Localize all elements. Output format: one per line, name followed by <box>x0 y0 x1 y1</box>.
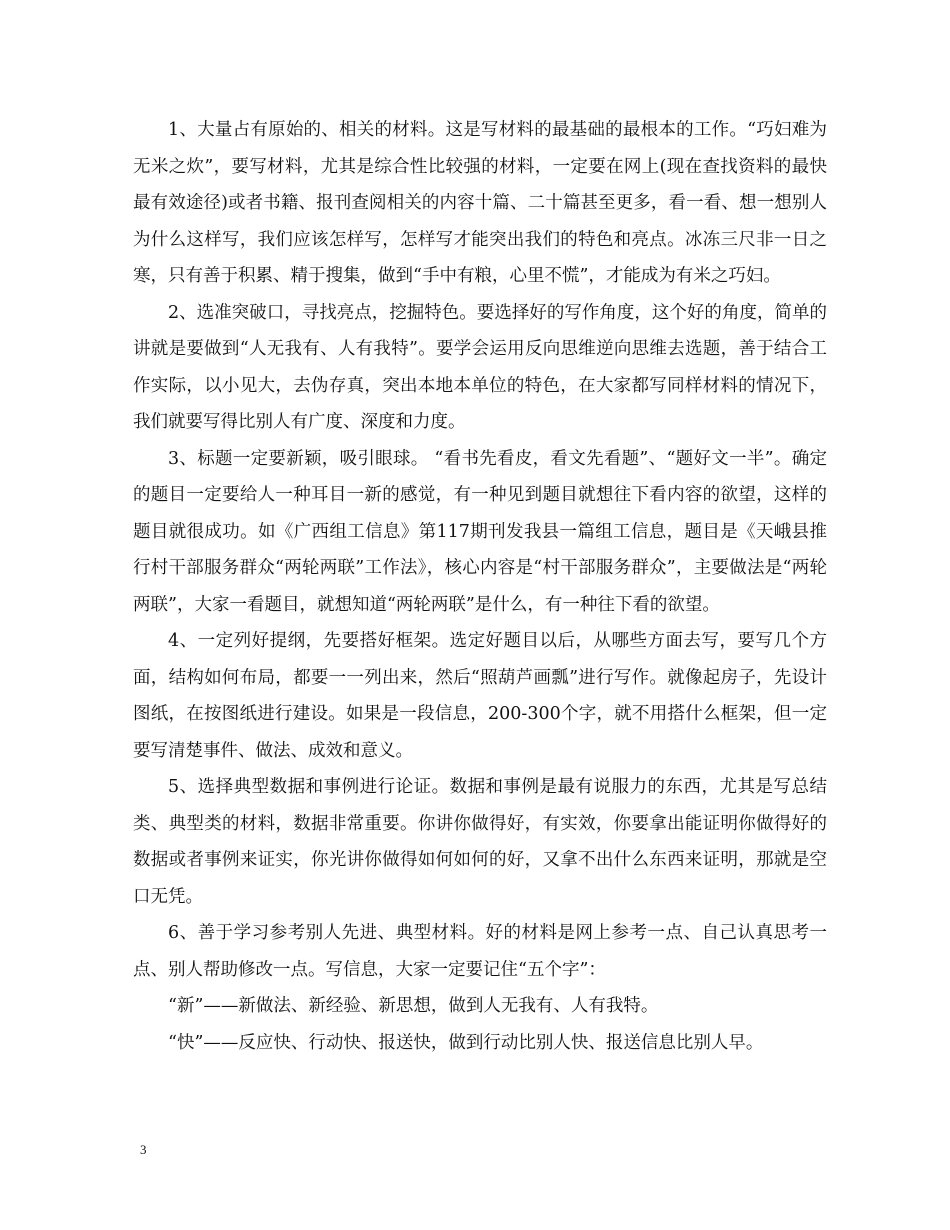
paragraph-7: “新”——新做法、新经验、新思想，做到人无我有、人有我特。 <box>168 996 659 1016</box>
document-body <box>133 112 827 1061</box>
paragraph-5: 5、选择典型数据和事例进行论证。数据和事例是最有说服力的东西，尤其是写总结类、典型类的材料，数据非常重要。你讲你做得好，有实效，你要拿出能证明你做得好的数据或者事例来证实，你光讲你做得如何如何的好，又拿不出什么东西来证明，那就是空口无凭。 <box>133 777 827 907</box>
paragraph-1: 1、大量占有原始的、相关的材料。这是写材料的最基础的最根本的工作。“巧妇难为无米之炊”，要写材料，尤其是综合性比较强的材料，一定要在网上(现在查找资料的最快最有效途径)或者书籍、报刊查阅相关的内容十篇、二十篇甚至更多，看一看、想一想别人为什么这样写，我们应该怎样写，怎样写才能突出我们的特色和亮点。冰冻三尺非一日之寒，只有善于积累、精于搜集，做到“手中有粮，心里不慌”，才能成为有米之巧妇。 <box>133 120 827 286</box>
page-number: 3 <box>140 1142 147 1157</box>
paragraph-6: 6、善于学习参考别人先进、典型材料。好的材料是网上参考一点、自己认真思考一点、别人帮助修改一点。写信息，大家一定要记住“五个字”： <box>133 923 827 980</box>
paragraph-2: 2、选准突破口，寻找亮点，挖掘特色。要选择好的写作角度，这个好的角度，简单的讲就是要做到“人无我有、人有我特”。要学会运用反向思维逆向思维去选题，善于结合工作实际，以小见大，去伪存真，突出本地本单位的特色，在大家都写同样材料的情况下，我们就要写得比别人有广度、深度和力度。 <box>133 302 827 432</box>
paragraph-4: 4、一定列好提纲，先要搭好框架。选定好题目以后，从哪些方面去写，要写几个方面，结构如何布局，都要一一列出来，然后“照葫芦画瓢”进行写作。就像起房子，先设计图纸，在按图纸进行建设。如果是一段信息，200-300个字，就不用搭什么框架，但一定要写清楚事件、做法、成效和意义。 <box>133 631 827 761</box>
paragraph-8: “快”——反应快、行动快、报送快，做到行动比别人快、报送信息比别人早。 <box>168 1032 764 1053</box>
paragraph-3: 3、标题一定要新颖，吸引眼球。 “看书先看皮，看文先看题”、“题好文一半”。确定的题目一定要给人一种耳目一新的感觉，有一种见到题目就想往下看内容的欲望，这样的题目就很成功。如《广西组工信息》第117期刊发我县一篇组工信息，题目是《天峨县推行村干部服务群众“两轮两联”工作法》，核心内容是“村干部服务群众”，主要做法是“两轮两联”，大家一看题目，就想知道“两轮两联”是什么，有一种往下看的欲望。 <box>133 448 827 615</box>
